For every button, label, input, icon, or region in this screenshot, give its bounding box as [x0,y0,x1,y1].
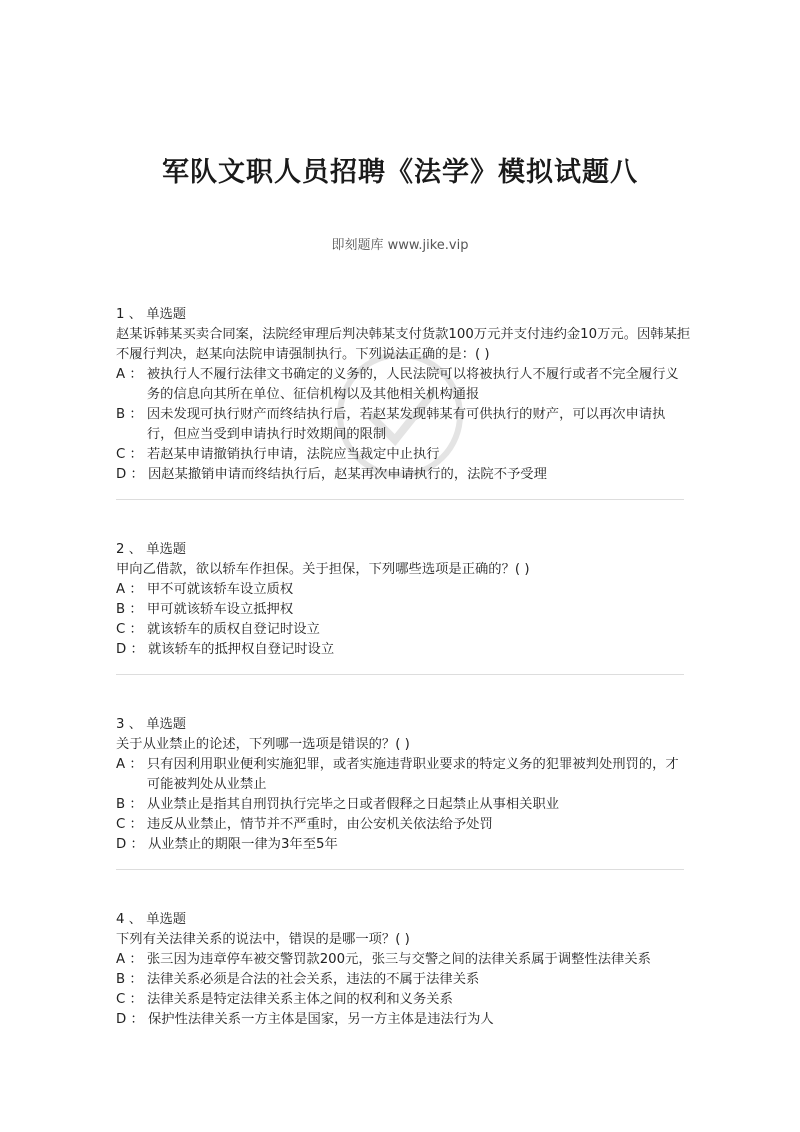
option-c [116,815,691,835]
option-text: 只有因利用职业便利实施犯罪，或者实施违背职业要求的特定义务的犯罪被判处刑罚的，才可能被判处从业禁止 [146,757,679,792]
question-2 [116,540,691,660]
option-key: B ： [116,602,147,617]
question-number: 1 、 单选题 [116,307,187,322]
option-text: 被执行人不履行法律文书确定的义务的，人民法院可以将被执行人不履行或者不完全履行义务的信息向其所在单位、征信机构以及其他相关机构通报 [146,367,679,402]
option-text: 若赵某申请撤销执行申请，法院应当裁定中止执行 [147,447,440,462]
question-divider [116,499,684,500]
page-title: 军队文职人员招聘《法学》模拟试题八 [162,157,638,188]
option-text: 张三因为违章停车被交警罚款200元，张三与交警之间的法律关系属于调整性法律关系 [146,952,651,967]
question-stem: 赵某诉韩某买卖合同案，法院经审理后判决韩某支付货款100万元并支付违约金10万元。因韩某拒不履行判决，赵某向法院申请强制执行。下列说法正确的是：( ) [116,327,691,362]
option-text: 违反从业禁止，情节并不严重时，由公安机关依法给予处罚 [147,817,493,832]
option-text: 就该轿车的抵押权自登记时设立 [148,642,335,657]
option-key: A ： [116,367,147,382]
option-c [116,445,691,465]
option-text: 从业禁止的期限一律为3年至5年 [148,837,338,852]
option-b [116,795,691,815]
question-1 [116,305,691,485]
option-key: A ： [116,952,147,967]
option-d [116,835,691,855]
option-key: C ： [116,447,148,462]
option-a [116,950,691,970]
option-text: 从业禁止是指其自刑罚执行完毕之日或者假释之日起禁止从事相关职业 [146,797,560,812]
option-c [116,620,691,640]
option-text: 甲可就该轿车设立抵押权 [146,602,294,617]
question-3 [116,715,691,855]
option-text: 就该轿车的质权自登记时设立 [147,622,320,637]
option-c [116,990,691,1010]
option-key: B ： [116,407,147,422]
option-text: 因未发现可执行财产而终结执行后，若赵某发现韩某有可供执行的财产，可以再次申请执行，但应当受到申请执行时效期间的限制 [146,407,666,442]
option-d [116,465,691,485]
option-text: 法律关系是特定法律关系主体之间的权利和义务关系 [147,992,453,1007]
option-a [116,580,691,600]
question-number: 4 、 单选题 [116,912,187,927]
question-number: 2 、 单选题 [116,542,187,557]
page-subtitle: 即刻题库 www.jike.vip [331,238,469,253]
question-list [116,305,691,1030]
option-b [116,970,691,990]
question-divider [116,674,684,675]
option-key: A ： [116,582,147,597]
option-key: C ： [116,817,148,832]
option-key: A ： [116,757,147,772]
option-b [116,600,691,620]
question-stem: 下列有关法律关系的说法中，错误的是哪一项？( ) [116,932,410,947]
option-text: 甲不可就该轿车设立质权 [146,582,294,597]
option-d [116,1010,691,1030]
option-d [116,640,691,660]
option-text: 因赵某撤销申请而终结执行后，赵某再次申请执行的，法院不予受理 [148,467,547,482]
option-key: D ： [116,642,148,657]
question-4 [116,910,691,1030]
option-key: C ： [116,992,148,1007]
option-key: B ： [116,797,147,812]
option-a [116,755,691,795]
option-text: 法律关系必须是合法的社会关系，违法的不属于法律关系 [146,972,480,987]
question-divider [116,869,684,870]
option-key: D ： [116,837,148,852]
option-b [116,405,691,445]
option-text: 保护性法律关系一方主体是国家，另一方主体是违法行为人 [148,1012,494,1027]
option-key: D ： [116,467,148,482]
option-key: B ： [116,972,147,987]
question-stem: 甲向乙借款，欲以轿车作担保。关于担保，下列哪些选项是正确的？( ) [116,562,530,577]
option-a [116,365,691,405]
question-number: 3 、 单选题 [116,717,187,732]
option-key: D ： [116,1012,148,1027]
option-key: C ： [116,622,148,637]
question-stem: 关于从业禁止的论述，下列哪一选项是错误的？( ) [116,737,410,752]
